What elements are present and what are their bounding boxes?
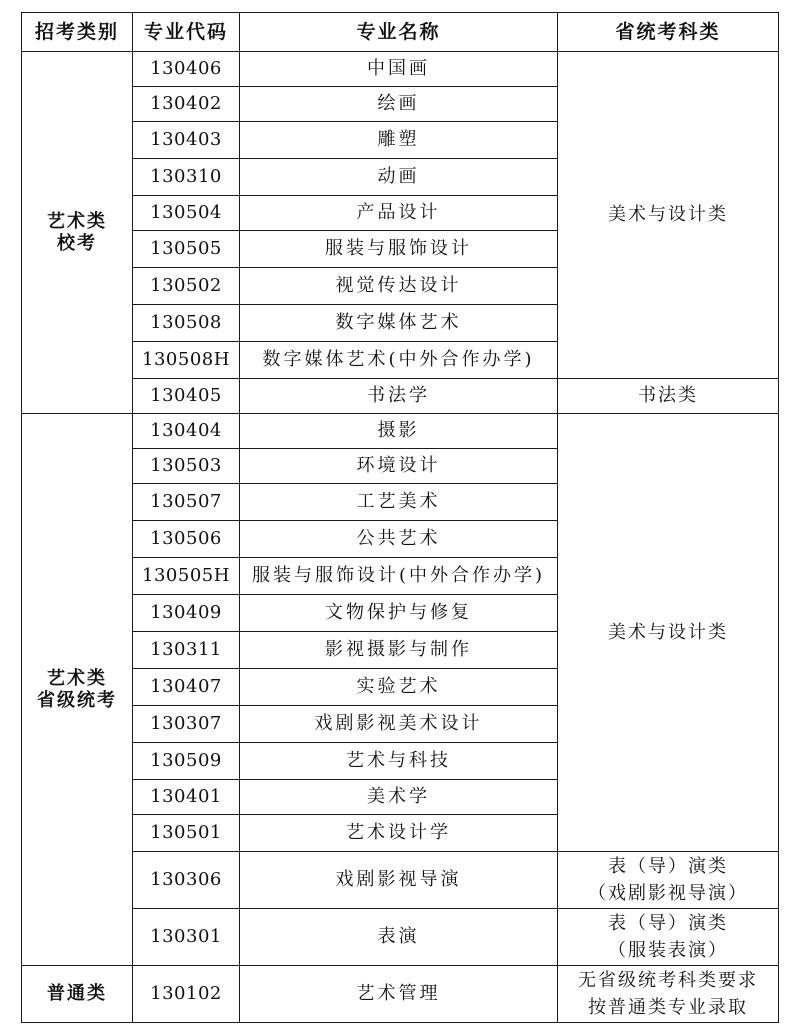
- major-name: 艺术管理: [240, 966, 558, 1023]
- major-name: 工艺美术: [240, 484, 558, 521]
- category-line: 省级统考: [37, 689, 117, 711]
- major-name: 产品设计: [240, 196, 558, 231]
- header-category: 招考类别: [22, 13, 133, 52]
- exam-subject-line: 书法类: [638, 385, 698, 407]
- category-cell: [22, 52, 133, 414]
- exam-subject-cell: [558, 52, 779, 379]
- exam-subject-line: 无省级统考科类要求: [578, 970, 758, 991]
- major-name: 实验艺术: [240, 669, 558, 706]
- category-line: 校考: [57, 232, 97, 254]
- table-body: [22, 52, 779, 1023]
- major-name: 中国画: [240, 52, 558, 87]
- major-code: 130504: [133, 196, 240, 231]
- major-code: 130501: [133, 815, 240, 852]
- table-header: [22, 13, 779, 52]
- major-name: 环境设计: [240, 449, 558, 484]
- major-name: 雕塑: [240, 122, 558, 159]
- exam-subject-line: 美术与设计类: [608, 621, 728, 643]
- exam-subject-line: （戏剧影视导演）: [588, 883, 748, 904]
- major-name: 表演: [240, 909, 558, 966]
- header-exam-subject: 省统考科类: [558, 13, 779, 52]
- major-code: 130301: [133, 909, 240, 966]
- major-code: 130505H: [133, 558, 240, 595]
- table-row: [22, 852, 779, 909]
- category-line: 艺术类: [47, 210, 107, 232]
- header-name: 专业名称: [240, 13, 558, 52]
- category-cell: [22, 966, 133, 1023]
- exam-subject-line: 按普通类专业录取: [588, 997, 748, 1018]
- major-name: 数字媒体艺术(中外合作办学): [240, 342, 558, 379]
- exam-subject-cell: [558, 909, 779, 966]
- major-code: 130102: [133, 966, 240, 1023]
- major-code: 130509: [133, 743, 240, 780]
- major-name: 绘画: [240, 87, 558, 122]
- major-name: 影视摄影与制作: [240, 632, 558, 669]
- major-code: 130311: [133, 632, 240, 669]
- table-row: [22, 52, 779, 87]
- major-code: 130406: [133, 52, 240, 87]
- exam-subject-cell: [558, 379, 779, 414]
- category-line: 艺术类: [47, 667, 107, 689]
- major-name: 艺术与科技: [240, 743, 558, 780]
- major-code: 130506: [133, 521, 240, 558]
- major-name: 文物保护与修复: [240, 595, 558, 632]
- major-code: 130407: [133, 669, 240, 706]
- major-code: 130502: [133, 268, 240, 305]
- exam-subject-cell: [558, 852, 779, 909]
- major-name: 动画: [240, 159, 558, 196]
- exam-subject-line: （服装表演）: [608, 940, 728, 961]
- table-row: [22, 909, 779, 966]
- major-name: 服装与服饰设计: [240, 231, 558, 268]
- exam-subject-line: 表（导）演类: [608, 913, 728, 934]
- major-name: 公共艺术: [240, 521, 558, 558]
- major-name: 数字媒体艺术: [240, 305, 558, 342]
- major-name: 书法学: [240, 379, 558, 414]
- header-code: 专业代码: [133, 13, 240, 52]
- major-name: 戏剧影视导演: [240, 852, 558, 909]
- exam-subject-line: 表（导）演类: [608, 856, 728, 877]
- major-code: 130403: [133, 122, 240, 159]
- major-code: 130505: [133, 231, 240, 268]
- major-name: 摄影: [240, 414, 558, 449]
- major-code: 130401: [133, 780, 240, 815]
- major-code: 130508: [133, 305, 240, 342]
- major-name: 艺术设计学: [240, 815, 558, 852]
- table-row: [22, 966, 779, 1023]
- exam-subject-line: 美术与设计类: [608, 204, 728, 226]
- exam-subject-cell: [558, 966, 779, 1023]
- major-code: 130405: [133, 379, 240, 414]
- major-code: 130307: [133, 706, 240, 743]
- exam-subject-cell: [558, 414, 779, 852]
- table-row: [22, 414, 779, 449]
- major-code: 130503: [133, 449, 240, 484]
- major-code: 130508H: [133, 342, 240, 379]
- category-cell: [22, 414, 133, 966]
- major-name: 美术学: [240, 780, 558, 815]
- major-name: 服装与服饰设计(中外合作办学): [240, 558, 558, 595]
- major-code: 130507: [133, 484, 240, 521]
- major-name: 视觉传达设计: [240, 268, 558, 305]
- major-code: 130404: [133, 414, 240, 449]
- major-name: 戏剧影视美术设计: [240, 706, 558, 743]
- major-code: 130310: [133, 159, 240, 196]
- majors-table: [21, 12, 779, 1023]
- major-code: 130402: [133, 87, 240, 122]
- major-code: 130409: [133, 595, 240, 632]
- major-code: 130306: [133, 852, 240, 909]
- category-line: 普通类: [47, 983, 107, 1005]
- table-row: [22, 379, 779, 414]
